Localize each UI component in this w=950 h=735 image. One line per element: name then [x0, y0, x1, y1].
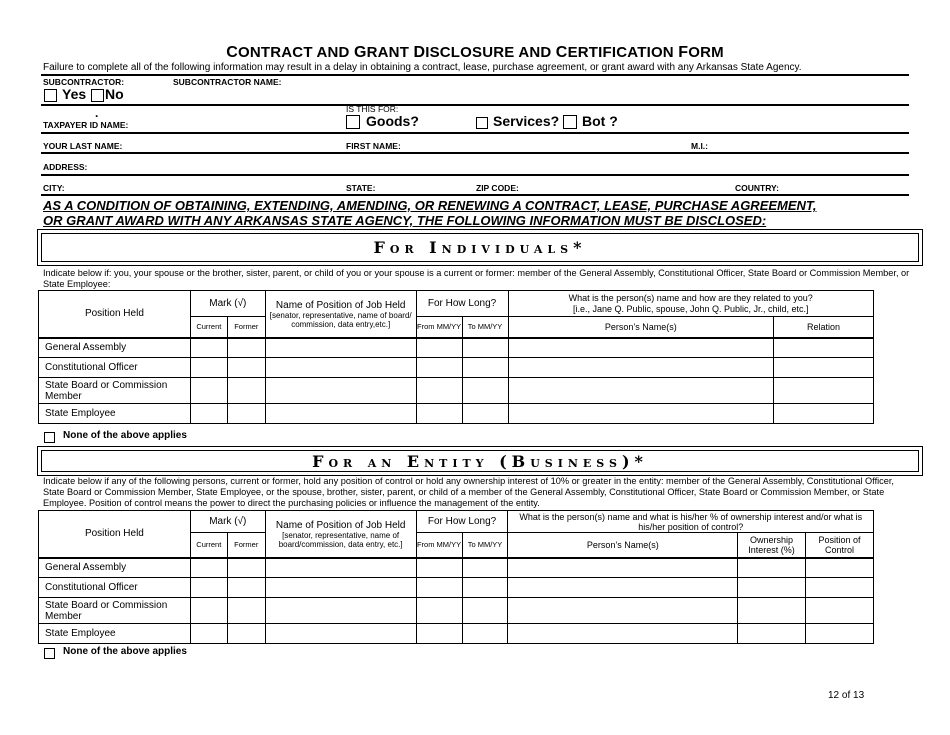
row-label: General Assembly [39, 338, 191, 358]
individuals-banner-title: For Individuals* [41, 233, 919, 262]
services-label: Services? [493, 113, 560, 129]
address-label: ADDRESS: [43, 162, 88, 172]
ownership-cell[interactable] [738, 558, 806, 578]
former-cell[interactable] [227, 598, 265, 624]
zip-label: ZIP CODE: [476, 183, 519, 193]
col-relation: Relation [774, 317, 874, 338]
col-persons-name: Person’s Name(s) [508, 533, 738, 558]
former-cell[interactable] [227, 358, 265, 378]
from-cell[interactable] [416, 378, 462, 404]
subcontractor-no-checkbox[interactable] [91, 89, 104, 102]
job-cell[interactable] [265, 378, 416, 404]
col-mark: Mark (√) [190, 291, 265, 317]
col-how-long: For How Long? [416, 511, 508, 533]
condition-line-1: AS A CONDITION OF OBTAINING, EXTENDING, AMENDING, OR RENEWING A CONTRACT, LEASE, PURCHASE AGREEMENT, [43, 198, 817, 213]
job-cell[interactable] [265, 358, 416, 378]
to-cell[interactable] [462, 378, 508, 404]
subcontractor-yes-checkbox[interactable] [44, 89, 57, 102]
table-row [39, 378, 874, 404]
individuals-intro: Indicate below if: you, your spouse or the brother, sister, parent, or child of you or your spouse is a current or former: member of the General Assembly, Constitutional Officer, State Board or Commission Member, or State Employee: [43, 268, 910, 289]
rule [41, 194, 909, 196]
col-control: Position of Control [806, 533, 874, 558]
city-label: CITY: [43, 183, 65, 193]
job-cell[interactable] [265, 624, 416, 644]
col-who [508, 291, 874, 317]
relation-cell[interactable] [774, 404, 874, 424]
who-hint: [i.e., Jane Q. Public, spouse, John Q. Public, Jr., child, etc.] [572, 303, 809, 314]
control-cell[interactable] [806, 558, 874, 578]
col-former: Former [227, 317, 265, 338]
row-label: State Board or Commission Member [39, 378, 191, 404]
individuals-none-label: None of the above applies [63, 430, 187, 441]
row-label: State Employee [39, 404, 191, 424]
country-label: COUNTRY: [735, 183, 779, 193]
rule [41, 152, 909, 154]
goods-label: Goods? [366, 113, 419, 129]
job-cell[interactable] [265, 558, 416, 578]
no-label: No [105, 86, 124, 102]
entity-intro: Indicate below if any of the following persons, current or former, hold any position of control or hold any ownership interest of 10% or greater in the entity: member of the General Assembly, Constitutional Officer, State Board or Commission Member, State Employee, or the spouse, brother, sister, parent, or child of a member of the General Assembly, Constitutional Officer, State Board or Commission Member, or State Employee. Position of control means the power to direct the purchasing policies or influence the management of the entity. [43, 476, 894, 508]
person-cell[interactable] [508, 578, 738, 598]
entity-table [38, 510, 874, 644]
from-cell[interactable] [416, 558, 462, 578]
job-cell[interactable] [265, 404, 416, 424]
current-cell[interactable] [190, 624, 227, 644]
table-row [39, 578, 874, 598]
from-cell[interactable] [416, 358, 462, 378]
individuals-table [38, 290, 874, 424]
job-name-hint: [senator, representative, name of board/commission, data entry, etc.] [278, 531, 403, 550]
yes-label: Yes [62, 86, 87, 102]
person-cell[interactable] [508, 558, 738, 578]
col-from: From MM/YY [416, 317, 462, 338]
table-row [39, 358, 874, 378]
to-cell[interactable] [462, 578, 508, 598]
col-position-held: Position Held [39, 511, 191, 558]
col-current: Current [190, 533, 227, 558]
who-heading: What is the person(s) name and how are they related to you? [568, 292, 813, 303]
goods-checkbox[interactable] [346, 115, 360, 129]
control-cell[interactable] [806, 578, 874, 598]
entity-none-label: None of the above applies [63, 646, 187, 657]
to-cell[interactable] [462, 404, 508, 424]
from-cell[interactable] [416, 598, 462, 624]
col-job-name [265, 511, 416, 558]
col-how-long: For How Long? [416, 291, 508, 317]
current-cell[interactable] [190, 578, 227, 598]
last-name-label: YOUR LAST NAME: [43, 141, 123, 151]
row-label: General Assembly [39, 558, 191, 578]
job-name-heading: Name of Position of Job Held [275, 520, 406, 532]
row-label: State Employee [39, 624, 191, 644]
person-cell[interactable] [508, 624, 738, 644]
row-label: Constitutional Officer [39, 358, 191, 378]
to-cell[interactable] [462, 338, 508, 358]
from-cell[interactable] [416, 624, 462, 644]
from-cell[interactable] [416, 338, 462, 358]
col-persons-name: Person’s Name(s) [508, 317, 774, 338]
ownership-cell[interactable] [738, 578, 806, 598]
to-cell[interactable] [462, 558, 508, 578]
page-number: 12 of 13 [828, 690, 865, 701]
person-cell[interactable] [508, 404, 774, 424]
col-to: To MM/YY [462, 533, 508, 558]
rule [41, 74, 909, 76]
is-this-for-label: IS THIS FOR: [346, 104, 399, 114]
table-row [39, 558, 874, 578]
relation-cell[interactable] [774, 338, 874, 358]
former-cell[interactable] [227, 338, 265, 358]
col-current: Current [190, 317, 227, 338]
subcontractor-label: SUBCONTRACTOR: [43, 77, 125, 87]
to-cell[interactable] [462, 624, 508, 644]
current-cell[interactable] [190, 378, 227, 404]
both-label: Bot ? [582, 113, 618, 129]
former-cell[interactable] [227, 404, 265, 424]
from-cell[interactable] [416, 578, 462, 598]
job-cell[interactable] [265, 598, 416, 624]
col-to: To MM/YY [462, 317, 508, 338]
former-cell[interactable] [227, 558, 265, 578]
row-label: Constitutional Officer [39, 578, 191, 598]
rule [41, 174, 909, 176]
job-name-heading: Name of Position of Job Held [275, 300, 406, 312]
mi-label: M.I.: [691, 141, 708, 151]
former-cell[interactable] [227, 624, 265, 644]
control-cell[interactable] [806, 598, 874, 624]
from-cell[interactable] [416, 404, 462, 424]
col-position-held: Position Held [39, 291, 191, 338]
current-cell[interactable] [190, 338, 227, 358]
current-cell[interactable] [190, 404, 227, 424]
to-cell[interactable] [462, 358, 508, 378]
former-cell[interactable] [227, 578, 265, 598]
relation-cell[interactable] [774, 378, 874, 404]
job-cell[interactable] [265, 338, 416, 358]
form-subtitle: Failure to complete all of the following information may result in a delay in obtaining a contract, lease, purchase agreement, or grant award with any Arkansas State Agency. [43, 62, 802, 73]
ownership-cell[interactable] [738, 624, 806, 644]
services-checkbox[interactable] [476, 117, 488, 129]
person-cell[interactable] [508, 338, 774, 358]
table-row [39, 624, 874, 644]
subcontractor-name-label: SUBCONTRACTOR NAME: [173, 77, 282, 87]
person-cell[interactable] [508, 358, 774, 378]
col-from: From MM/YY [416, 533, 462, 558]
state-label: STATE: [346, 183, 376, 193]
col-job-name [265, 291, 416, 338]
job-cell[interactable] [265, 578, 416, 598]
both-checkbox[interactable] [563, 115, 577, 129]
current-cell[interactable] [190, 358, 227, 378]
person-cell[interactable] [508, 598, 738, 624]
col-who: What is the person(s) name and what is his/her % of ownership interest and/or what is his/her position of control? [508, 511, 874, 533]
condition-line-2: OR GRANT AWARD WITH ANY ARKANSAS STATE AGENCY, THE FOLLOWING INFORMATION MUST BE DISCLOSED: [43, 213, 767, 228]
entity-banner-title: For an Entity (Business)* [41, 450, 919, 472]
current-cell[interactable] [190, 558, 227, 578]
entity-none-checkbox[interactable] [44, 648, 55, 659]
job-name-hint: [senator, representative, name of board/ commission, data entry,etc.] [269, 311, 412, 330]
col-ownership: Ownership Interest (%) [738, 533, 806, 558]
former-cell[interactable] [227, 378, 265, 404]
rule [41, 104, 909, 106]
person-cell[interactable] [508, 378, 774, 404]
rule [41, 132, 909, 134]
table-row [39, 598, 874, 624]
entity-banner [37, 446, 923, 476]
col-former: Former [227, 533, 265, 558]
form-title: CONTRACT AND GRANT DISCLOSURE AND CERTIFICATION FORM [226, 44, 724, 61]
taxpayer-id-label: TAXPAYER ID NAME: [43, 120, 129, 130]
relation-cell[interactable] [774, 358, 874, 378]
to-cell[interactable] [462, 598, 508, 624]
row-label: State Board or Commission Member [39, 598, 191, 624]
first-name-label: FIRST NAME: [346, 141, 401, 151]
col-mark: Mark (√) [190, 511, 265, 533]
individuals-banner [37, 229, 923, 266]
table-row [39, 338, 874, 358]
dot-mark: . [95, 106, 99, 120]
current-cell[interactable] [190, 598, 227, 624]
table-row [39, 404, 874, 424]
individuals-none-checkbox[interactable] [44, 432, 55, 443]
ownership-cell[interactable] [738, 598, 806, 624]
control-cell[interactable] [806, 624, 874, 644]
